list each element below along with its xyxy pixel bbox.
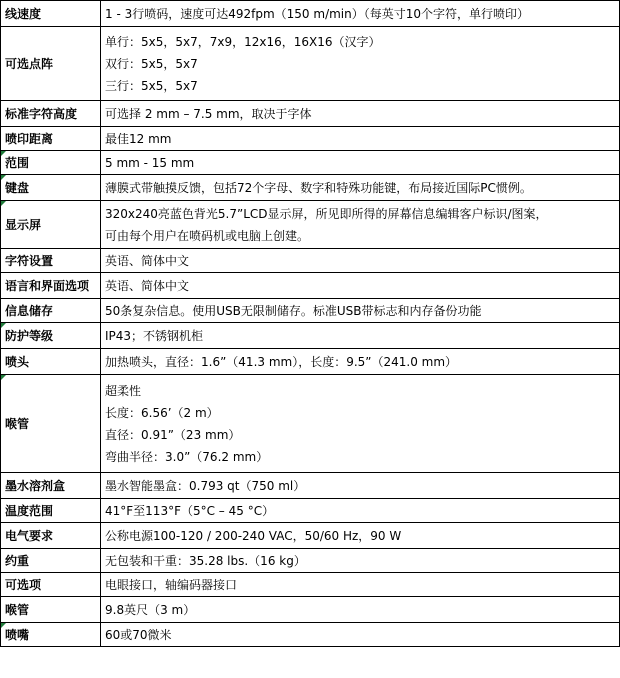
spec-label	[1, 623, 101, 647]
spec-label	[1, 1, 101, 27]
spec-row	[1, 523, 620, 549]
spec-value-line: 弯曲半径：3.0”（76.2 mm）	[105, 449, 269, 464]
spec-value-line: 薄膜式带触摸反馈，包括72个字母、数字和特殊功能键，布局接近国际PC惯例。	[105, 180, 532, 195]
spec-value	[101, 101, 620, 127]
spec-label-text: 语言和界面选项	[5, 278, 90, 293]
spec-label-text: 可选点阵	[5, 56, 54, 71]
cell-marker-icon	[1, 375, 6, 380]
spec-label-text: 约重	[5, 553, 30, 568]
spec-row	[1, 597, 620, 623]
spec-value	[101, 473, 620, 499]
cell-marker-icon	[1, 151, 6, 156]
spec-label-text: 喷印距离	[5, 131, 54, 146]
spec-value	[101, 201, 620, 249]
cell-marker-icon	[1, 323, 6, 328]
spec-row	[1, 127, 620, 151]
cell-marker-icon	[1, 175, 6, 180]
spec-label-text: 喉管	[5, 416, 30, 431]
spec-value-line: 公称电源100-120 / 200-240 VAC，50/60 Hz，90 W	[105, 528, 402, 543]
spec-label	[1, 375, 101, 473]
spec-value-line: 英语、简体中文	[105, 253, 190, 268]
spec-row	[1, 27, 620, 101]
spec-value	[101, 349, 620, 375]
cell-marker-icon	[1, 201, 6, 206]
spec-value	[101, 299, 620, 323]
spec-label-text: 显示屏	[5, 217, 42, 232]
spec-value-line: 可选择 2 mm – 7.5 mm，取决于字体	[105, 106, 312, 121]
spec-label	[1, 573, 101, 597]
spec-label	[1, 323, 101, 349]
spec-value	[101, 375, 620, 473]
spec-label	[1, 523, 101, 549]
spec-value-line: 三行：5x5，5x7	[105, 78, 198, 93]
spec-row	[1, 549, 620, 573]
spec-value	[101, 1, 620, 27]
spec-value-line: 320x240亮蓝色背光5.7”LCD显示屏，所见即所得的屏幕信息编辑客户标识/图案，	[105, 206, 548, 221]
spec-value-line: 双行：5x5，5x7	[105, 56, 198, 71]
spec-label-text: 键盘	[5, 180, 30, 195]
spec-label-text: 范围	[5, 155, 30, 170]
spec-value-line: 最佳12 mm	[105, 131, 172, 146]
spec-label-text: 防护等级	[5, 328, 54, 343]
spec-value-line: 5 mm - 15 mm	[105, 155, 195, 170]
spec-value-line: 41°F至113°F（5°C – 45 °C）	[105, 503, 275, 518]
spec-row	[1, 175, 620, 201]
spec-value-line: 超柔性	[105, 383, 142, 398]
spec-label-text: 墨水溶剂盒	[5, 478, 66, 493]
spec-value-line: 墨水智能墨盒：0.793 qt（750 ml）	[105, 478, 306, 493]
spec-label	[1, 549, 101, 573]
spec-value	[101, 249, 620, 273]
spec-value	[101, 499, 620, 523]
spec-value	[101, 323, 620, 349]
spec-label	[1, 127, 101, 151]
spec-value-line: 1 - 3行喷码，速度可达492fpm（150 m/min）（每英寸10个字符，单行喷印）	[105, 6, 530, 21]
spec-label-text: 喷嘴	[5, 627, 30, 642]
spec-label-text: 温度范围	[5, 503, 54, 518]
spec-label	[1, 473, 101, 499]
spec-label-text: 标准字符高度	[5, 106, 78, 121]
spec-label-text: 可选项	[5, 577, 42, 592]
spec-label	[1, 27, 101, 101]
spec-label-text: 字符设置	[5, 253, 54, 268]
spec-label	[1, 349, 101, 375]
spec-value	[101, 597, 620, 623]
spec-value-line: 长度：6.56’（2 m）	[105, 405, 219, 420]
spec-value-line: 60或70微米	[105, 627, 172, 642]
spec-label-text: 电气要求	[5, 528, 54, 543]
spec-label-text: 线速度	[5, 6, 42, 21]
spec-row	[1, 273, 620, 299]
spec-row	[1, 249, 620, 273]
spec-label	[1, 101, 101, 127]
spec-value-line: 英语、简体中文	[105, 278, 190, 293]
spec-label	[1, 597, 101, 623]
spec-row	[1, 375, 620, 473]
spec-label	[1, 273, 101, 299]
spec-value	[101, 549, 620, 573]
spec-value-line: 加热喷头，直径：1.6”（41.3 mm），长度：9.5”（241.0 mm）	[105, 354, 458, 369]
spec-row	[1, 573, 620, 597]
spec-label-text: 喉管	[5, 602, 30, 617]
spec-value-line: IP43；不锈钢机柜	[105, 328, 204, 343]
spec-label-text: 信息储存	[5, 303, 54, 318]
spec-value-line: 无包装和干重：35.28 lbs.（16 kg）	[105, 553, 306, 568]
spec-value	[101, 27, 620, 101]
spec-value	[101, 623, 620, 647]
spec-label	[1, 249, 101, 273]
spec-row	[1, 499, 620, 523]
spec-row	[1, 201, 620, 249]
spec-value-line: 电眼接口，轴编码器接口	[105, 577, 238, 592]
spec-row	[1, 299, 620, 323]
spec-value	[101, 523, 620, 549]
spec-value-line: 可由每个用户在喷码机或电脑上创建。	[105, 228, 310, 243]
spec-value	[101, 273, 620, 299]
spec-row	[1, 101, 620, 127]
spec-row	[1, 1, 620, 27]
spec-row	[1, 349, 620, 375]
spec-value-line: 9.8英尺（3 m）	[105, 602, 196, 617]
spec-row	[1, 151, 620, 175]
spec-label	[1, 151, 101, 175]
spec-row	[1, 323, 620, 349]
spec-value-line: 单行：5x5，5x7，7x9，12x16，16X16（汉字）	[105, 34, 381, 49]
spec-label	[1, 175, 101, 201]
spec-label	[1, 299, 101, 323]
spec-value	[101, 127, 620, 151]
spec-value-line: 直径：0.91”（23 mm）	[105, 427, 241, 442]
cell-marker-icon	[1, 623, 6, 628]
spec-value-line: 50条复杂信息。使用USB无限制储存。标准USB带标志和内存备份功能	[105, 303, 482, 318]
spec-value	[101, 151, 620, 175]
spec-value	[101, 175, 620, 201]
spec-label	[1, 201, 101, 249]
spec-label	[1, 499, 101, 523]
spec-row	[1, 473, 620, 499]
spec-value	[101, 573, 620, 597]
spec-table-body	[1, 1, 620, 647]
spec-row	[1, 623, 620, 647]
spec-label-text: 喷头	[5, 354, 30, 369]
